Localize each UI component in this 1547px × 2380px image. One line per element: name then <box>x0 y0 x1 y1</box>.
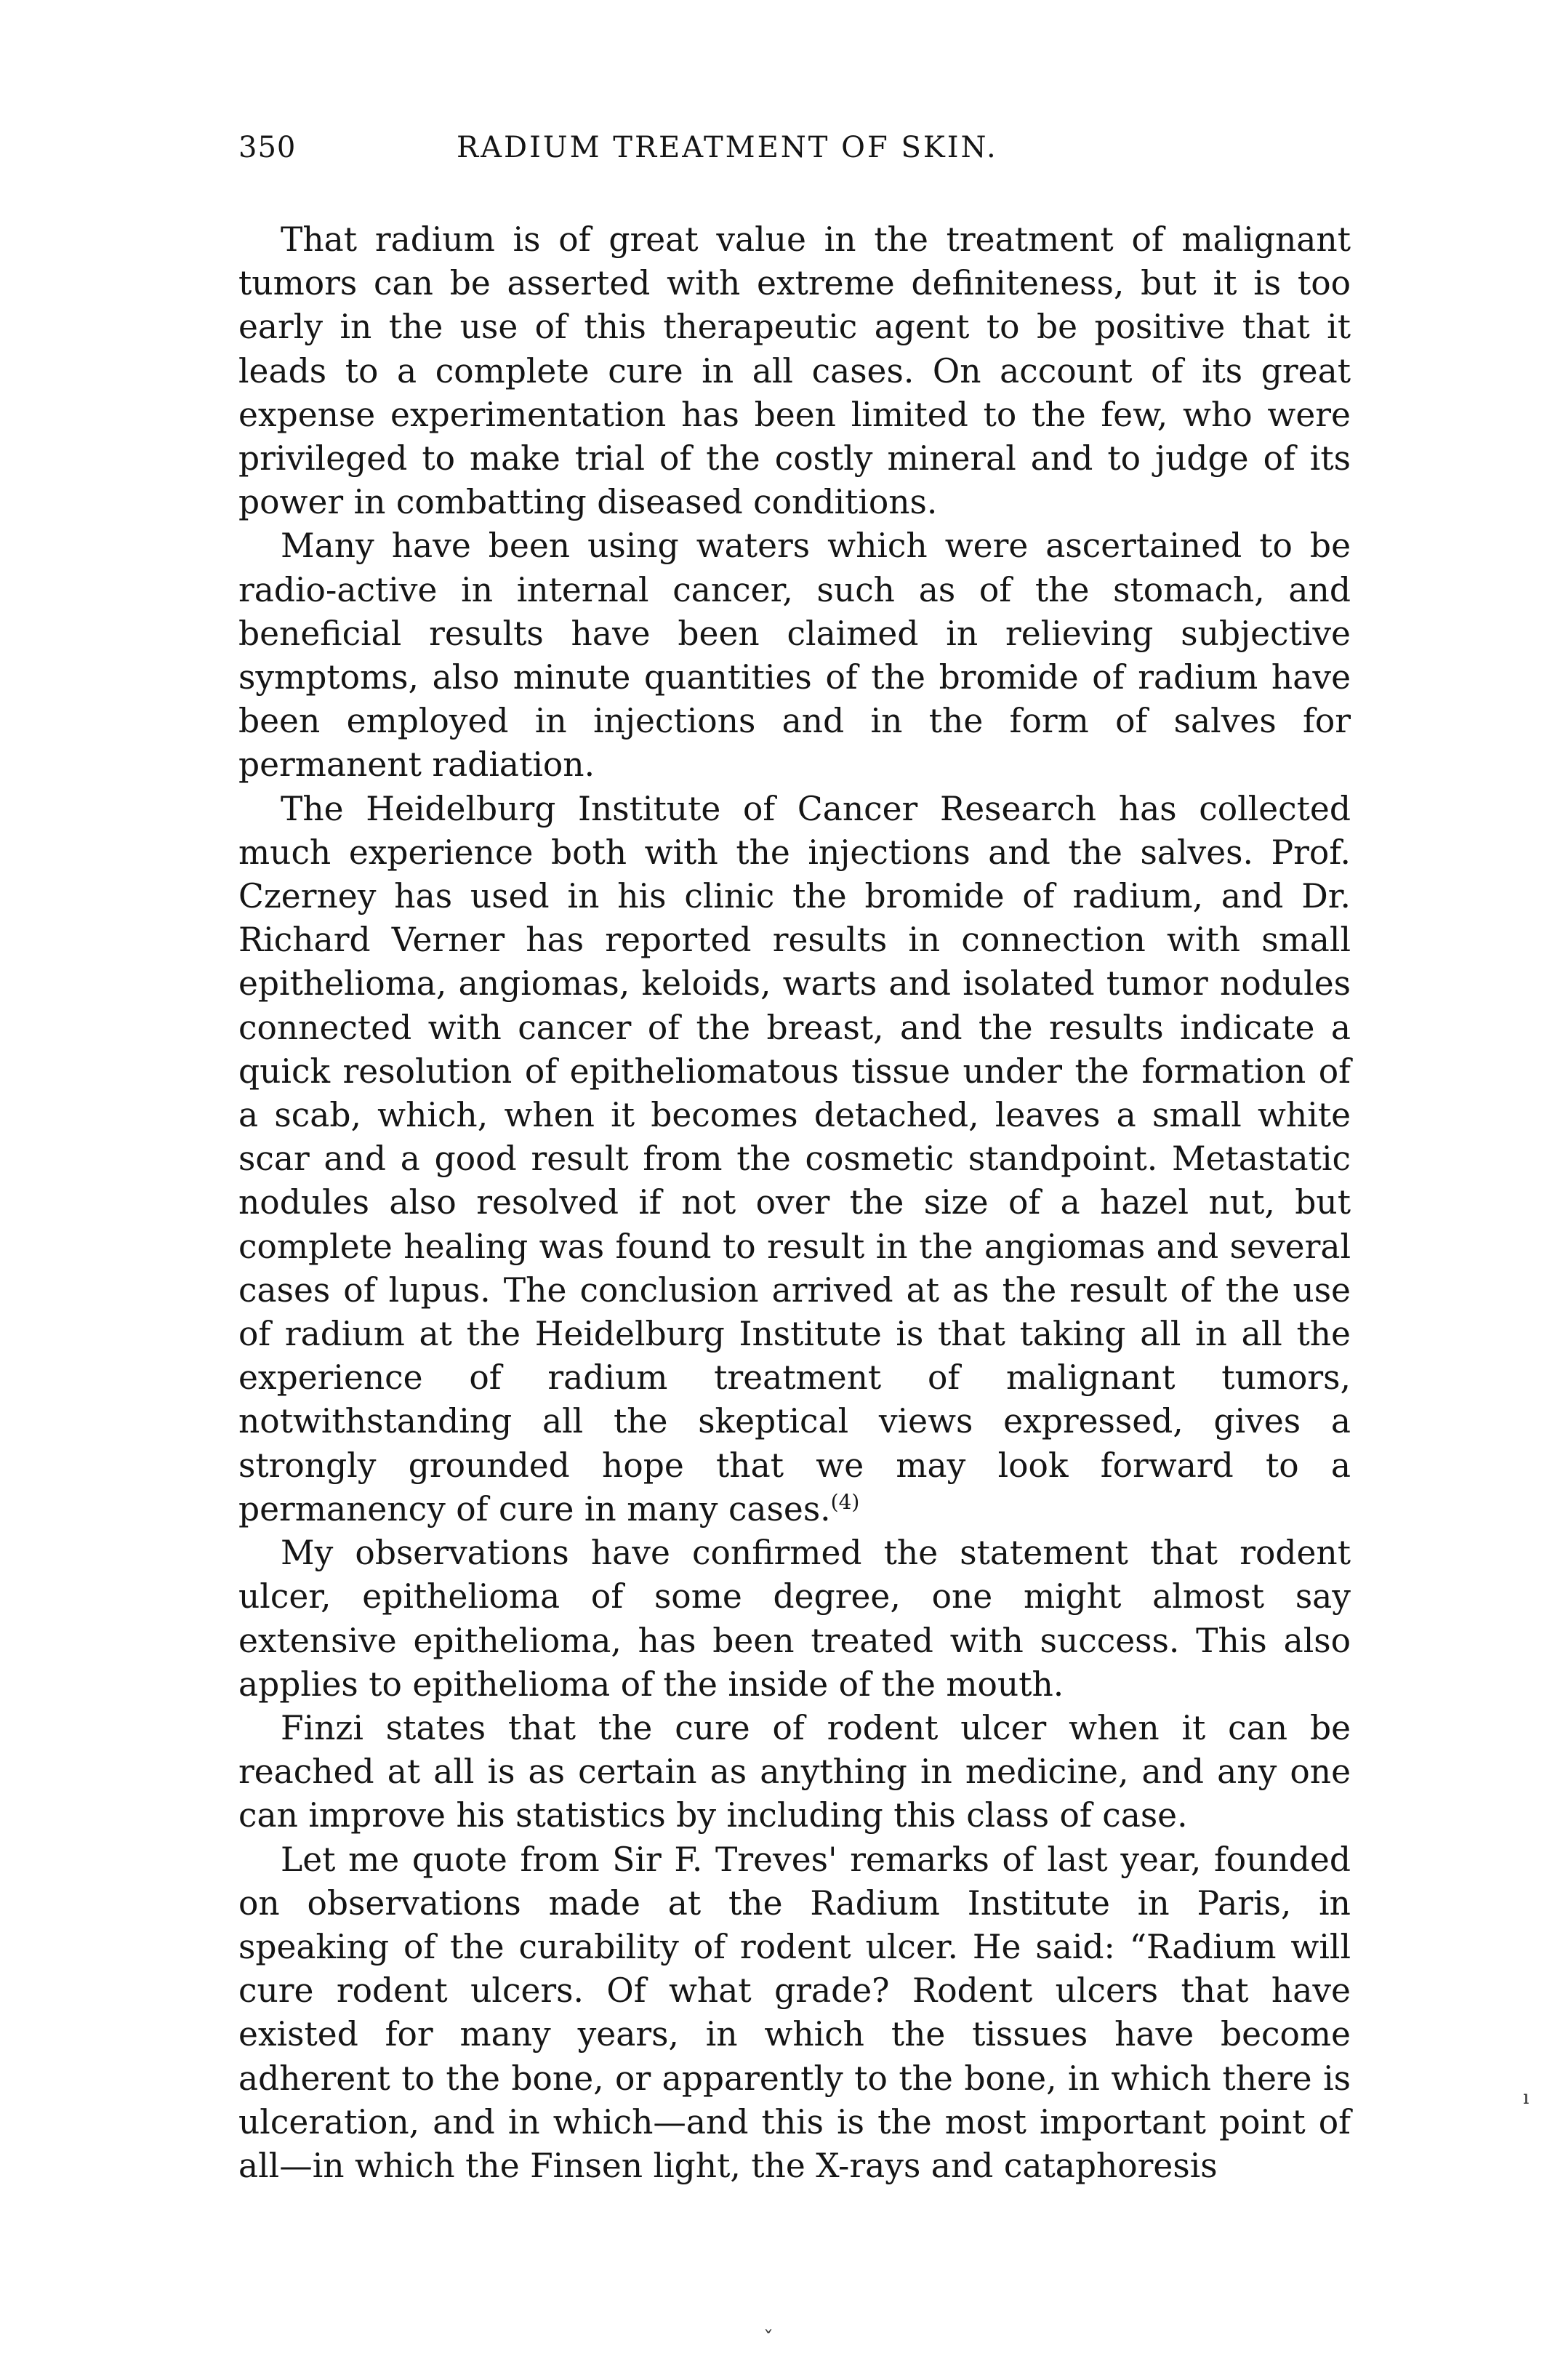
page-number: 350 <box>238 131 297 164</box>
bottom-mark: ˇ <box>763 2327 774 2351</box>
paragraph-heidelburg-text: The Heidelburg Institute of Cancer Research has collected much experience both with the injections and the salves. Prof. Czerney has used in his clinic the bromide of radium, and Dr. Richard Verner has reported results in connection with small epithelioma, angiomas, keloids, warts and isolated tumor nodules connected with cancer of the breast, and the results indicate a quick resolution of epitheliomatous tissue under the formation of a scab, which, when it becomes detached, leaves a small white scar and a good result from the cosmetic standpoint. Metastatic nodules also resolved if not over the size of a hazel nut, but complete healing was found to result in the angiomas and several cases of lupus. The conclusion arrived at as the result of the use of radium at the Heidelburg Institute is that taking all in all the experience of radium treatment of malignant tumors, notwithstanding all the skeptical views expressed, gives a strongly grounded hope that we may look forward to a permanency of cure in many cases. <box>238 789 1351 1528</box>
paragraph-radio-active-waters: Many have been using waters which were ascertained to be radio-active in internal cancer, such as of the stomach, and beneficial results have been claimed in relieving subjective symptoms, also minute quantities of the bromide of radium have been employed in injections and in the form of salves for permanent radiation. <box>238 526 1351 785</box>
paragraph-finzi: Finzi states that the cure of rodent ulcer when it can be reached at all is as certain as anything in medicine, and any one can improve his statistics by including this class of case. <box>238 1708 1351 1835</box>
margin-mark: ı <box>1523 2087 1530 2109</box>
running-head: RADIUM TREATMENT OF SKIN. <box>457 131 998 164</box>
paragraph-radium-value: That radium is of great value in the treatment of malignant tumors can be asserted with extreme definiteness, but it is too early in the use of this therapeutic agent to be positive that it leads to a complete cure in all cases. On account of its great expense experimentation has been limited to the few, who were privileged to make trial of the costly mineral and to judge of its power in combatting diseased conditions. <box>238 220 1351 522</box>
paragraph-heidelburg-institute <box>238 788 1351 1531</box>
page-header <box>238 124 1351 182</box>
paragraph-treves-quote: Let me quote from Sir F. Treves' remarks of last year, founded on observations made at the Radium Institute in Paris, in speaking of the curability of rodent ulcer. He said: “Radium will cure rodent ulcers. Of what grade? Rodent ulcers that have existed for many years, in which the tissues have become adherent to the bone, or apparently to the bone, in which there is ulceration, and in which—and this is the most important point of all—in which the Finsen light, the X-rays and cataphoresis <box>238 1840 1351 2185</box>
footnote-reference: (4) <box>830 1489 860 1514</box>
body-text <box>238 218 1351 2188</box>
paragraph-observations: My observations have confirmed the statement that rodent ulcer, epithelioma of some degree, one might almost say extensive epithelioma, has been treated with success. This also applies to epithelioma of the inside of the mouth. <box>238 1534 1351 1704</box>
